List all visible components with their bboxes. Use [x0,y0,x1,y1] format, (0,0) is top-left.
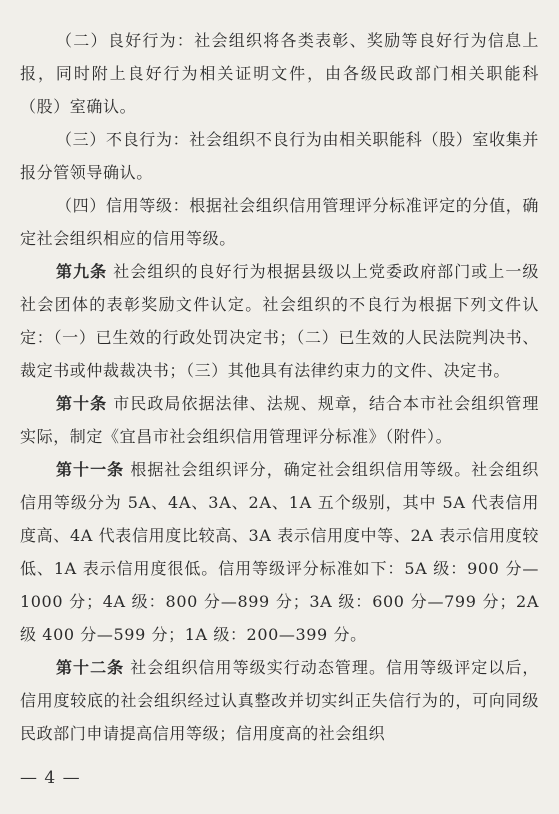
paragraph-good-behavior [20,24,539,123]
article-text: 社会组织信用等级实行动态管理。信用等级评定以后，信用度较底的社会组织经过认真整改并切实纠正失信行为的，可向同级民政部门申请提高信用等级；信用度高的社会组织 [20,658,539,743]
paragraph-text: （四）信用等级：根据社会组织信用管理评分标准评定的分值，确定社会组织相应的信用等级。 [20,196,539,248]
article-number: 第十二条 [56,658,125,677]
article-10 [20,387,539,453]
paragraph-text: （三）不良行为：社会组织不良行为由相关职能科（股）室收集并报分管领导确认。 [20,130,539,182]
article-12 [20,651,539,750]
paragraph-credit-level [20,189,539,255]
article-9 [20,255,539,387]
article-text: 市民政局依据法律、法规、规章，结合本市社会组织管理实际，制定《宜昌市社会组织信用管理评分标准》（附件）。 [20,394,539,446]
article-number: 第十一条 [56,460,125,479]
paragraph-text: （二）良好行为：社会组织将各类表彰、奖励等良好行为信息上报，同时附上良好行为相关证明文件，由各级民政部门相关职能科（股）室确认。 [20,31,539,116]
article-number: 第十条 [56,394,108,413]
article-text: 社会组织的良好行为根据县级以上党委政府部门或上一级社会团体的表彰奖励文件认定。社会组织的不良行为根据下列文件认定：（一）已生效的行政处罚决定书；（二）已生效的人民法院判决书、裁定书或仲裁裁决书；（三）其他具有法律约束力的文件、决定书。 [20,262,539,380]
page-number: — 4 — [20,768,81,788]
article-number: 第九条 [56,262,108,281]
paragraph-bad-behavior [20,123,539,189]
article-11 [20,453,539,651]
article-text: 根据社会组织评分，确定社会组织信用等级。社会组织信用等级分为 5A、4A、3A、2A、1A 五个级别，其中 5A 代表信用度高、4A 代表信用度比较高、3A 表示信用度中等、2A 表示信用度较低、1A 表示信用度很低。信用等级评分标准如下：5A 级：900 分—1000 分；4A 级：800 分—899 分；3A 级：600 分—799 分；2A 级 400 分—599 分；1A 级：200—399 分。 [20,460,539,644]
